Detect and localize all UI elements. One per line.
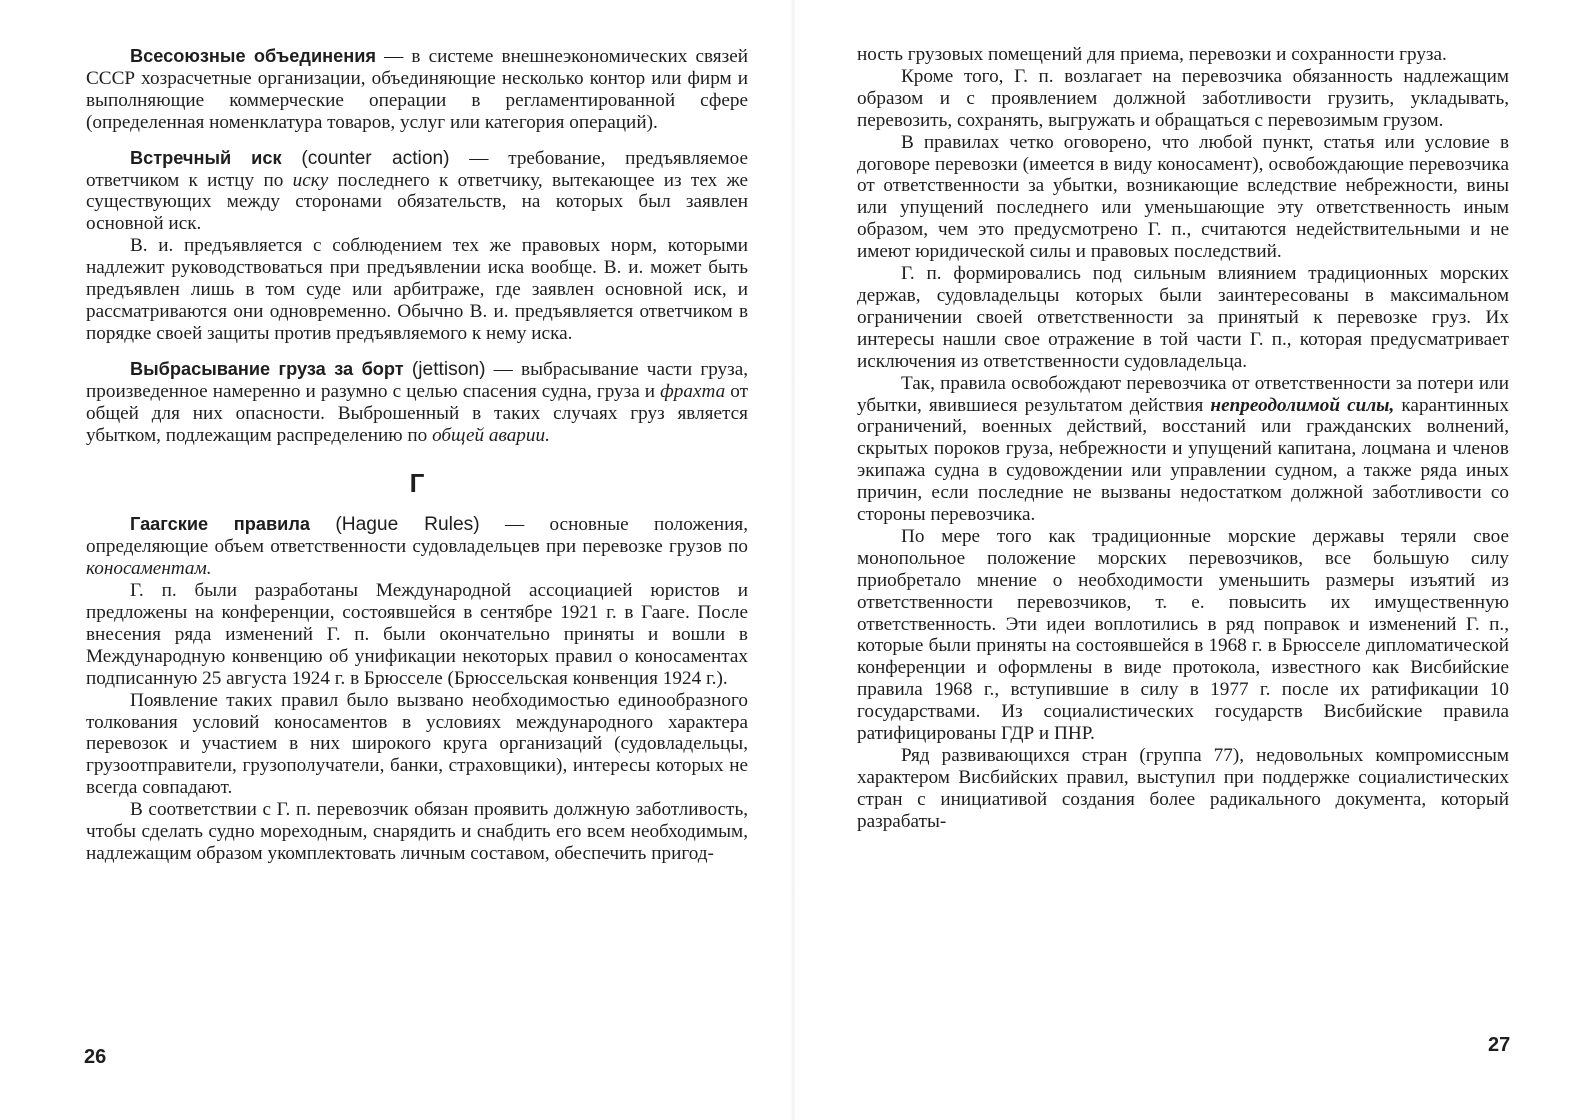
entry-paragraph	[86, 514, 748, 580]
entry-definition: — в системе внешнеэкономических связей СССР хозрасчетные организации, объединяющие несколько контор или фирм и выполняющие коммерческие операции в регламентированной сфере (определенная номенклатура товаров, услуг или категория операций).	[86, 46, 748, 133]
paragraph-continuation: ность грузовых помещений для приема, перевозки и сохранности груза.	[857, 44, 1447, 65]
entry-paragraph	[86, 148, 748, 236]
paragraph	[857, 373, 1509, 526]
entry-term: Гаагские правила	[130, 514, 310, 535]
entry-term: Выбрасывание груза за борт	[130, 358, 404, 379]
cross-reference: непреодолимой силы,	[1210, 394, 1395, 416]
entry-paragraph	[86, 359, 748, 447]
paragraph: В правилах четко оговорено, что любой пункт, статья или условие в договоре перевозки (имеется в виду коносамент), освобождающие перевозчика от ответственности за убытки, возникающие вследствие небрежности, вины или упущений последнего или уменьшающие эту ответственность иным образом, чем это предусмотрено Г. п., считаются недействительными и не имеют юридической силы и правовых последствий.	[857, 131, 1509, 263]
cross-reference: иску	[292, 169, 329, 191]
entry-definition-cont: от общей для них опасности. Выброшенный в таких случаях груз является убытком, подлежащим распределению по	[86, 380, 748, 446]
page-number: 27	[1488, 1034, 1511, 1056]
cross-reference: общей аварии.	[432, 424, 550, 446]
entry-paragraph: Появление таких правил было вызвано необходимостью единообразного толкования условий коносаментов в условиях международного характера перевозок и участием в них широкого круга организаций (судовладельцы, грузоотправители, грузополучатели, банки, страховщики), интересы которых не всегда совпадают.	[86, 689, 748, 799]
entry-vstrechny-isk	[86, 148, 748, 345]
entry-paragraph: Г. п. были разработаны Международной ассоциацией юристов и предложены на конференции, состоявшейся в сентябре 1921 г. в Гааге. После внесения ряда изменений Г. п. были окончательно приняты и вошли в Международную конвенцию об унификации некоторых правил о коносаментах подписанную 25 августа 1924 г. в Брюсселе (Брюссельская конвенция 1924 г.).	[86, 580, 748, 689]
paragraph-text: Так, правила освобождают перевозчика от ответственности за потери или убытки, явившиеся результатом действия	[857, 372, 1509, 416]
paragraph: Ряд развивающихся стран (группа 77), недовольных компромиссным характером Висбийских правил, выступил при поддержке социалистических стран с инициативой создания более радикального документа, который разрабаты-	[857, 745, 1509, 832]
entry-definition: — основные положения, определяющие объем ответственности судовладельцев при перевозке грузов по	[86, 514, 748, 558]
entry-english-term: (counter action)	[301, 147, 450, 169]
entry-term: Всесоюзные объединения	[130, 46, 376, 66]
cross-reference: фрахта	[660, 380, 726, 402]
left-column	[86, 46, 748, 865]
right-page	[793, 0, 1587, 1120]
entry-definition-cont: последнего к ответчику, вытекающее из тех же существующих между сторонами обязательств, на которых был заявлен основной иск.	[86, 169, 748, 235]
entry-paragraph: В. и. предъявляется с соблюдением тех же правовых норм, которыми надлежит руководствоваться при предъявлении иска вообще. В. и. может быть предъявлен лишь в том суде или арбитраже, где заявлен основной иск, и рассматриваются они одновременно. Обычно В. и. предъявляется ответчиком в порядке своей защиты против предъявляемого к нему иска.	[86, 235, 748, 344]
entry-definition: — выбрасывание части груза, произведенное намеренно и разумно с целью спасения судна, груза и	[86, 358, 749, 402]
right-column	[857, 44, 1509, 833]
entry-jettison	[86, 359, 748, 447]
entry-definition: — требование, предъявляемое ответчиком к истцу по	[86, 147, 749, 191]
paragraph: По мере того как традиционные морские державы теряли свое монопольное положение морских перевозчиков, все большую силу приобретало мнение о необходимости уменьшить размеры изъятий из ответственности перевозчиков, т. е. повысить их имущественную ответственность. Эти идеи воплотились в ряд поправок и изменений Г. п., которые были приняты на состоявшейся в 1968 г. в Брюсселе дипломатической конференции и оформлены в виде протокола, известного как Висбийские правила 1968 г., вступившие в силу в 1977 г. после их ратификации 10 государствами. Из социалистических государств Висбийские правила ратифицированы ГДР и ПНР.	[857, 525, 1509, 745]
page-number: 26	[84, 1046, 107, 1068]
entry-english-term: (jettison)	[411, 358, 486, 380]
cross-reference: коносаментам.	[86, 558, 212, 580]
entry-term: Встречный иск	[130, 147, 282, 168]
entry-vsesoyuznye	[86, 46, 748, 134]
paragraph: Г. п. формировались под сильным влиянием традиционных морских держав, судовладельцы которых были заинтересованы в максимальном ограничении своей ответственности за принятый к перевозке груз. Их интересы нашли свое отражение в той части Г. п., которая предусматривает исключения из ответственности судовладельца.	[857, 263, 1509, 372]
entry-hague-rules	[86, 514, 748, 865]
entry-english-term: (Hague Rules)	[335, 514, 480, 536]
entry-paragraph: В соответствии с Г. п. перевозчик обязан проявить должную заботливость, чтобы сделать судно мореходным, снарядить и снабдить его всем необходимым, надлежащим образом укомплектовать личным составом, обеспечить пригод-	[86, 799, 748, 864]
left-page	[0, 0, 793, 1120]
paragraph-text-cont: карантинных ограничений, военных действий, восстаний или гражданских волнений, скрытых пороков груза, небрежности и упущений капитана, лоцмана и членов экипажа судна в судовождении или управлении судном, а также ряда иных причин, если последние не вызваны недостатком должной заботливости со стороны перевозчика.	[857, 394, 1509, 526]
entry-paragraph	[86, 46, 748, 134]
section-letter: Г	[409, 468, 425, 499]
paragraph: Кроме того, Г. п. возлагает на перевозчика обязанность надлежащим образом и с проявлением должной заботливости грузить, укладывать, перевозить, сохранять, выгружать и обращаться с перевозимым грузом.	[857, 65, 1509, 131]
